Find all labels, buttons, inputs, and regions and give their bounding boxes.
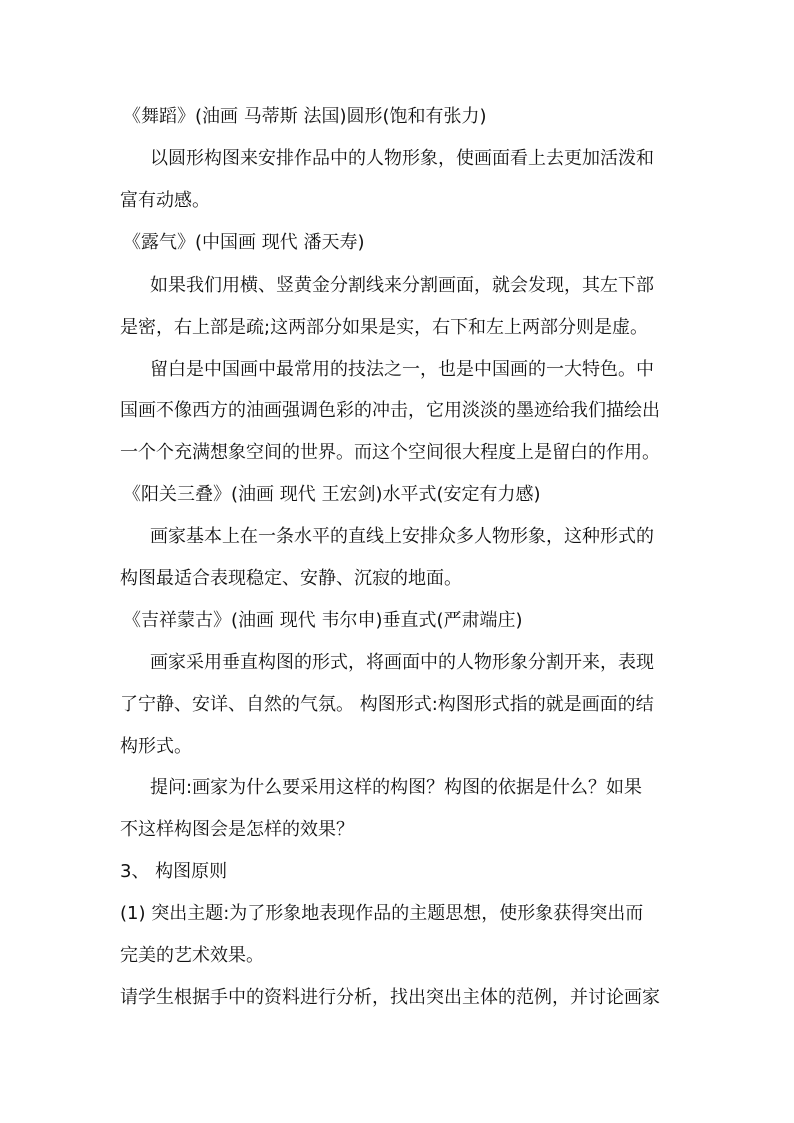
section-heading: 3、 构图原则 [120, 861, 228, 882]
text-line-work-title-dance: 《舞蹈》(油画 马蒂斯 法国)圆形(饱和有张力) [123, 106, 487, 127]
text-line-work-title-mongolia: 《吉祥蒙古》(油画 现代 韦尔申)垂直式(严肃端庄) [123, 610, 523, 631]
text-line: 如果我们用横、竖黄金分割线来分割画面，就会发现，其左下部 [150, 275, 654, 296]
text-line: 富有动感。 [120, 190, 210, 211]
list-item-1: (1) 突出主题:为了形象地表现作品的主题思想，使形象获得突出而 [120, 903, 644, 924]
text-line: 了宁静、安详、自然的气氛。 构图形式:构图形式指的就是画面的结 [120, 694, 654, 715]
text-line-work-title-yangguan: 《阳关三叠》(油画 现代 王宏剑)水平式(安定有力感) [123, 484, 541, 505]
text-line: 留白是中国画中最常用的技法之一，也是中国画的一大特色。中 [150, 359, 654, 380]
text-line: 完美的艺术效果。 [120, 945, 264, 966]
text-line: 以圆形构图来安排作品中的人物形象，使画面看上去更加活泼和 [150, 148, 654, 169]
text-line: 一个个充满想象空间的世界。而这个空间很大程度上是留白的作用。 [120, 442, 660, 463]
text-line: 请学生根据手中的资料进行分析，找出突出主体的范例，并讨论画家 [120, 987, 660, 1008]
text-line: 构形式。 [120, 736, 192, 757]
text-line: 不这样构图会是怎样的效果？ [120, 819, 354, 840]
text-line-question: 提问:画家为什么要采用这样的构图？构图的依据是什么？如果 [150, 777, 643, 798]
text-line: 画家采用垂直构图的形式，将画面中的人物形象分割开来，表现 [150, 652, 654, 673]
text-line: 是密，右上部是疏;这两部分如果是实，右下和左上两部分则是虚。 [120, 317, 649, 338]
text-line: 国画不像西方的油画强调色彩的冲击，它用淡淡的墨迹给我们描绘出 [120, 400, 660, 421]
text-line: 画家基本上在一条水平的直线上安排众多人物形象，这种形式的 [150, 526, 654, 547]
text-line-work-title-dew: 《露气》(中国画 现代 潘天寿) [123, 232, 365, 253]
text-line: 构图最适合表现稳定、安静、沉寂的地面。 [120, 568, 462, 589]
